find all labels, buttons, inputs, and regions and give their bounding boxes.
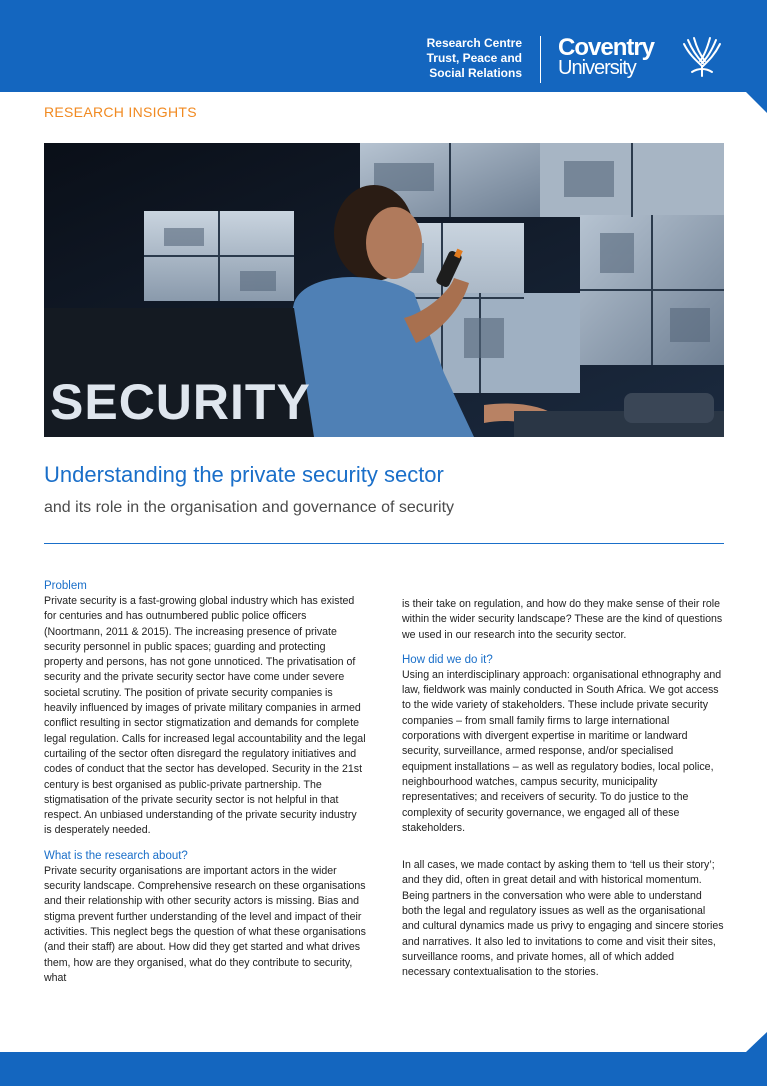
about-heading: What is the research about?	[44, 849, 188, 862]
phoenix-logo-icon	[678, 36, 726, 80]
coventry-university-logo[interactable]	[558, 34, 655, 79]
logo-word-coventry: Coventry	[558, 34, 655, 61]
how-heading: How did we do it?	[402, 653, 493, 666]
security-sign-text: SECURITY	[50, 374, 311, 430]
left-column	[44, 579, 366, 996]
paragraph-gap	[402, 846, 724, 858]
how-paragraph-1: Using an interdisciplinary approach: organisational ethnography and law, fieldwork was mainly conducted in South Africa. We got access to the wide variety of stakeholders. These include private security companies – from small family firms to large international corporations with divergent expertise in maritime or landward security, surveillance, armed response, and/or specialised equipment installations – as well as regulatory bodies, local police, neighbourhood watches, campus security, municipality representatives; and receivers of security. To do justice to the complexity of security governance, we engaged all of these stakeholders.	[402, 668, 722, 834]
research-centre-line-1: Research Centre	[426, 36, 522, 50]
how-paragraph-2: In all cases, we made contact by asking them to ‘tell us their story’; and they did, often in great detail and with historical momentum. Being partners in the conversation who were able to understand both the legal and regulatory issues as well as the organisational and cultural dynamics made us privy to engaging and sincere stories and narratives. It also led to invitations to come and visit their sites, surveillance rooms, and private homes, all of which added necessary contextualisation to the stories.	[402, 859, 724, 979]
logo-word-university: University	[558, 57, 636, 79]
section-kicker: RESEARCH INSIGHTS	[44, 104, 197, 120]
problem-heading: Problem	[44, 580, 87, 592]
security-chair	[44, 308, 314, 437]
research-centre-line-2: Trust, Peace and	[426, 51, 522, 65]
continued-paragraph: is their take on regulation, and how do they make sense of their role within the wider security landscape? These are the kind of questions we used in our research into the security sector.	[402, 598, 723, 641]
header-divider	[540, 36, 541, 83]
hero-photo	[44, 143, 724, 437]
problem-paragraph: Private security is a fast-growing global industry which has existed for centuries and has outnumbered public police officers (Noortmann, 2011 & 2015). The increasing presence of private security personnel in public spaces; guarding and protecting property and persons, has not gone unnoticed. The privatisation of security and the private security sector have come under severe societal scrutiny. The position of private security companies is heavily influenced by images of private military companies in armed conflict resulting in sector stigmatization and demands for complete legal regulation. Calls for increased legal accountability and the legal curtailing of the sector often disregard the regulatory initiatives and codes of conduct that the sector has developed. Security in the 21st century is best organised as public-private partnership. The stigmatisation of the private security sector is not helpful in that respect. An unbiased understanding of the private security industry is desperately needed.	[44, 595, 366, 837]
right-column	[402, 597, 724, 991]
security-control-room-illustration	[44, 143, 724, 437]
header	[0, 0, 767, 92]
research-centre-name	[362, 36, 522, 81]
page-subtitle: and its role in the organisation and governance of security	[44, 499, 455, 516]
research-centre-line-3: Social Relations	[429, 66, 522, 80]
page-title: Understanding the private security sector	[44, 462, 444, 487]
title-rule	[44, 543, 724, 544]
about-paragraph: Private security organisations are important actors in the wider security landscape. Comprehensive research on these organisations and their relationship with other security actors is missing. Bias and stigma prevent further understanding of the level and impact of their activities. This neglect begs the question of what these organisations (and their staff) are about. How did they get started and what drives them, how are they organised, what do they contribute to security, what	[44, 864, 366, 984]
